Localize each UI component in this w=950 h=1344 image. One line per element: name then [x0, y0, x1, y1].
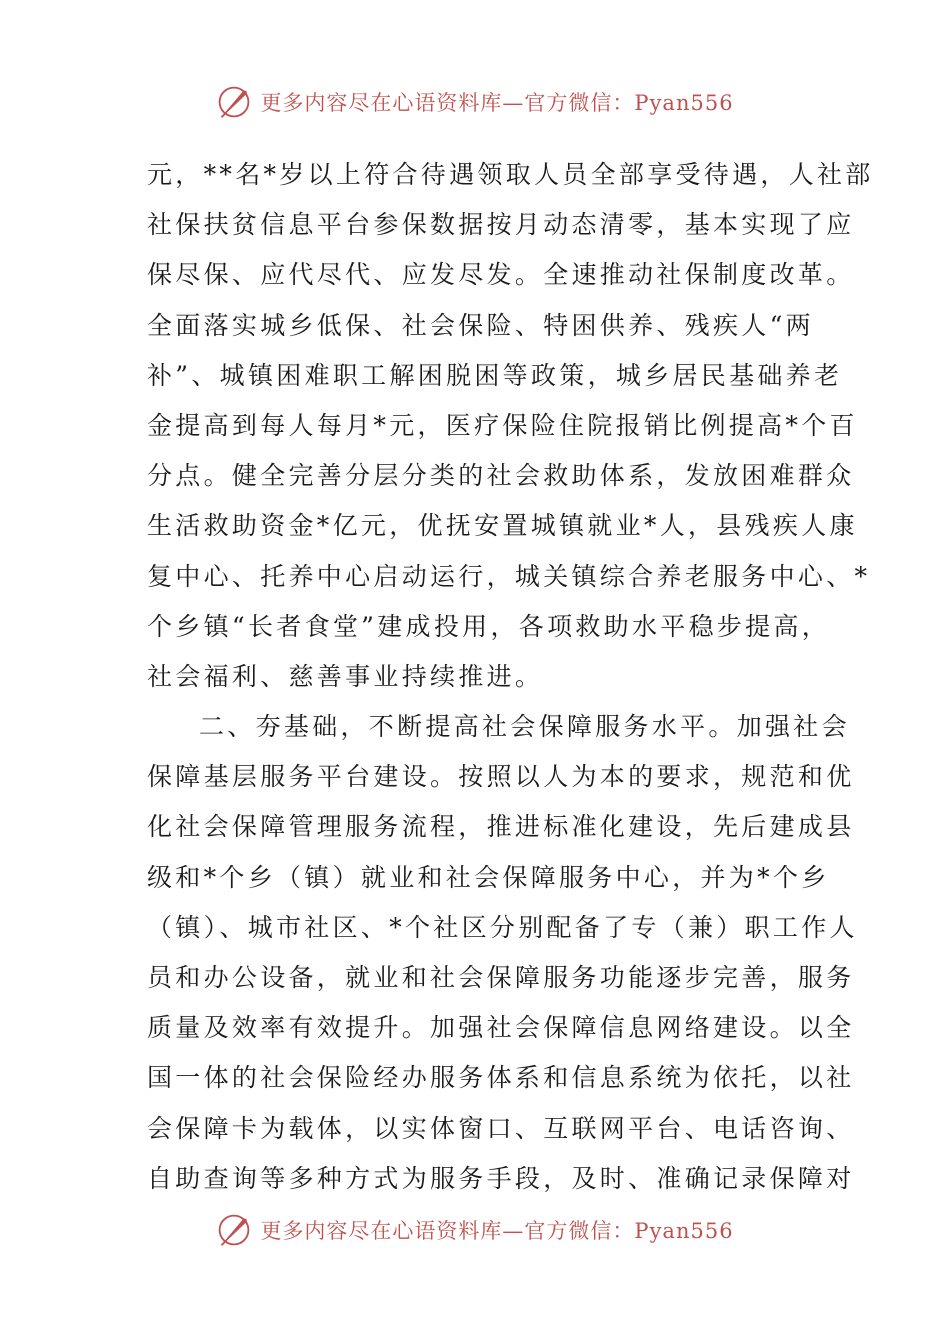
document-body	[147, 150, 874, 1204]
text-line: 金提高到每人每月*元，医疗保险住院报销比例提高*个百	[147, 410, 858, 440]
watermark-text: 更多内容尽在心语资料库—官方微信：Pyan556	[260, 1219, 734, 1243]
text-line: 生活救助资金*亿元，优抚安置城镇就业*人，县残疾人康	[147, 511, 858, 541]
text-line: 复中心、托养中心启动运行，城关镇综合养老服务中心、*	[147, 561, 871, 591]
text-line: 全面落实城乡低保、社会保险、特困供养、残疾人“两	[147, 310, 814, 340]
paragraph	[147, 702, 858, 1204]
text-line: 国一体的社会保险经办服务体系和信息系统为依托，以社	[147, 1063, 855, 1093]
text-line: 保障基层服务平台建设。按照以人为本的要求，规范和优	[147, 762, 855, 792]
footer-watermark	[0, 1212, 950, 1248]
text-line: 自助查询等多种方式为服务手段，及时、准确记录保障对	[147, 1163, 855, 1193]
text-line: （镇）、城市社区、*个社区分别配备了专（兼）职工作人	[147, 912, 858, 942]
text-line: 补”、城镇困难职工解困脱困等政策，城乡居民基础养老	[147, 360, 843, 390]
quill-pen-logo-icon	[216, 84, 252, 120]
text-line: 二、夯基础，不断提高社会保障服务水平。加强社会	[199, 712, 850, 742]
text-line: 分点。健全完善分层分类的社会救助体系，发放困难群众	[147, 461, 855, 491]
text-line: 个乡镇“长者食堂”建成投用，各项救助水平稳步提高，	[147, 611, 831, 641]
text-line: 级和*个乡（镇）就业和社会保障服务中心，并为*个乡	[147, 862, 830, 892]
text-line: 会保障卡为载体，以实体窗口、互联网平台、电话咨询、	[147, 1113, 855, 1143]
text-line: 社会福利、慈善事业持续推进。	[147, 661, 544, 691]
quill-pen-logo-icon	[216, 1212, 252, 1248]
watermark-text: 更多内容尽在心语资料库—官方微信：Pyan556	[260, 91, 734, 115]
text-line: 员和办公设备，就业和社会保障服务功能逐步完善，服务	[147, 963, 855, 992]
text-line: 化社会保障管理服务流程，推进标准化建设，先后建成县	[147, 812, 855, 842]
text-line: 社保扶贫信息平台参保数据按月动态清零，基本实现了应	[147, 210, 855, 240]
text-line: 元，**名*岁以上符合待遇领取人员全部享受待遇，人社部	[147, 160, 874, 189]
text-line: 质量及效率有效提升。加强社会保障信息网络建设。以全	[147, 1013, 855, 1043]
text-line: 保尽保、应代尽代、应发尽发。全速推动社保制度改革。	[147, 260, 855, 290]
paragraph	[147, 150, 874, 702]
header-watermark	[0, 84, 950, 120]
